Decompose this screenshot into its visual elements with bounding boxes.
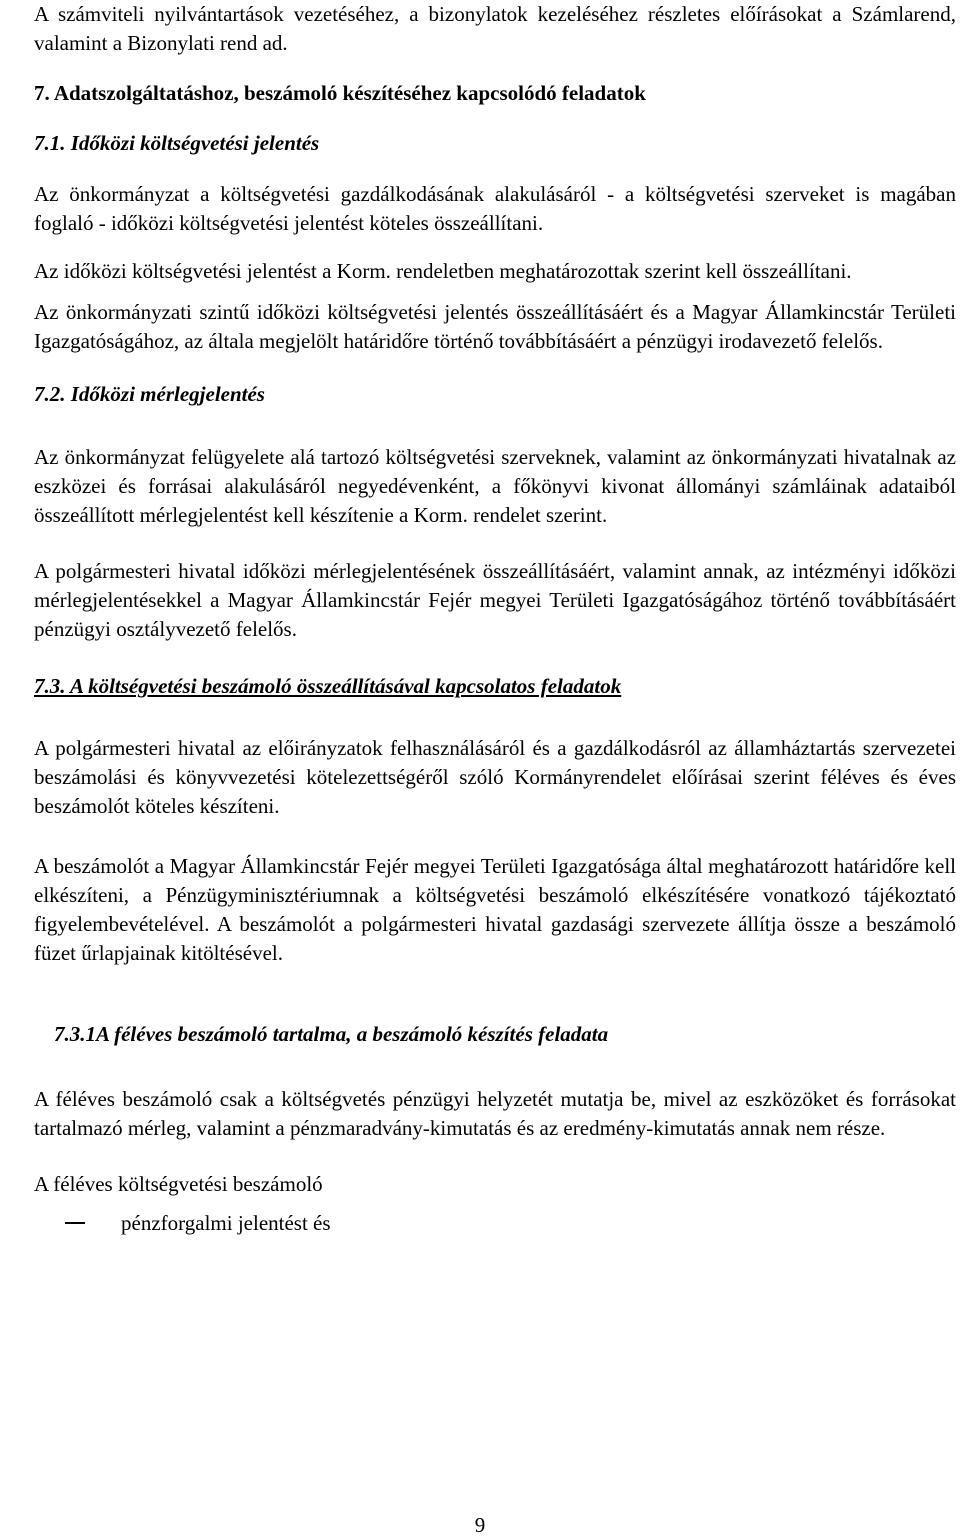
section-7-3-1-number: 7.3.1 — [54, 1022, 96, 1046]
section-7-2-paragraph-2: A polgármesteri hivatal időközi mérlegjelentésének összeállításáért, valamint annak, az intézményi időközi mérlegjelentésekkel a Magyar Államkincstár Fejér megyei Területi Igazgatóságához történő továbbításáért pénzügyi osztályvezető felelős. — [34, 559, 956, 641]
section-7-3-paragraph-2: A beszámolót a Magyar Államkincstár Fejér megyei Területi Igazgatósága által meghatározott határidőre kell elkészíteni, a Pénzügyminisztériumnak a költségvetési beszámoló elkészítésére vonatkozó tájékoztató figyelembevételével. A beszámolót a polgármesteri hivatal gazdasági szervezete állítja össze a beszámoló füzet űrlapjainak kitöltésével. — [34, 854, 956, 965]
page-number: 9 — [474, 1513, 486, 1537]
section-7-3-heading — [34, 672, 956, 701]
section-7-1-heading — [34, 129, 956, 158]
document-page — [34, 0, 956, 1238]
section-7-1-paragraph-2: Az időközi költségvetési jelentést a Korm. rendeletben meghatározottak szerint kell összeállítani. — [34, 259, 852, 283]
section-7-heading: 7. Adatszolgáltatáshoz, beszámoló készítéséhez kapcsolódó feladatok — [34, 81, 646, 105]
section-7-1-paragraph-3: Az önkormányzati szintű időközi költségvetési jelentés összeállításáért és a Magyar Államkincstár Területi Igazgatóságához, az általa megjelölt határidőre történő továbbításáért a pénzügyi irodavezető felelős. — [34, 300, 956, 353]
section-7-1-number: 7.1. — [34, 131, 66, 155]
intro-paragraph: A számviteli nyilvántartások vezetéséhez, a bizonylatok kezeléséhez részletes előírásokat a Számlarend, valamint a Bizonylati rend ad. — [34, 2, 956, 55]
section-7-2-title: Időközi mérlegjelentés — [70, 382, 265, 406]
section-7-2-paragraph-1: Az önkormányzat felügyelete alá tartozó költségvetési szerveknek, valamint az önkormányzati hivatalnak az eszközei és forrásai alakulásáról negyedévenként, a főkönyvi kivonat állományi számláinak adataiból összeállított mérlegjelentést kell készítenie a Korm. rendelet szerint. — [34, 445, 956, 527]
section-7-2-heading — [34, 380, 956, 409]
bullet-item — [34, 1209, 956, 1238]
section-7-1-title: Időközi költségvetési jelentés — [70, 131, 320, 155]
section-7-3-paragraph-1: A polgármesteri hivatal az előirányzatok felhasználásáról és a gazdálkodásról az államháztartás szervezetei beszámolási és könyvvezetési kötelezettségéről szóló Kormányrendelet előírásai szerint féléves és éves beszámolót köteles készíteni. — [34, 736, 956, 818]
dash-bullet-icon — [65, 1222, 85, 1224]
section-7-3-number: 7.3. — [34, 674, 66, 698]
section-7-2-number: 7.2. — [34, 382, 66, 406]
section-7-3-1-paragraph-1: A féléves beszámoló csak a költségvetés pénzügyi helyzetét mutatja be, mivel az eszközöket és forrásokat tartalmazó mérleg, valamint a pénzmaradvány-kimutatás és az eredmény-kimutatás annak nem része. — [34, 1087, 956, 1140]
bullet-item-text: pénzforgalmi jelentést és — [121, 1211, 331, 1235]
section-7-3-title: A költségvetési beszámoló összeállításával kapcsolatos feladatok — [69, 674, 622, 698]
section-7-1-paragraph-1: Az önkormányzat a költségvetési gazdálkodásának alakulásáról - a költségvetési szerveket is magában foglaló - időközi költségvetési jelentést köteles összeállítani. — [34, 182, 956, 235]
section-7-3-1-paragraph-2: A féléves költségvetési beszámoló — [34, 1172, 323, 1196]
section-7-3-1-heading — [34, 1020, 956, 1049]
section-7-3-1-title: A féléves beszámoló tartalma, a beszámoló készítés feladata — [96, 1022, 609, 1046]
